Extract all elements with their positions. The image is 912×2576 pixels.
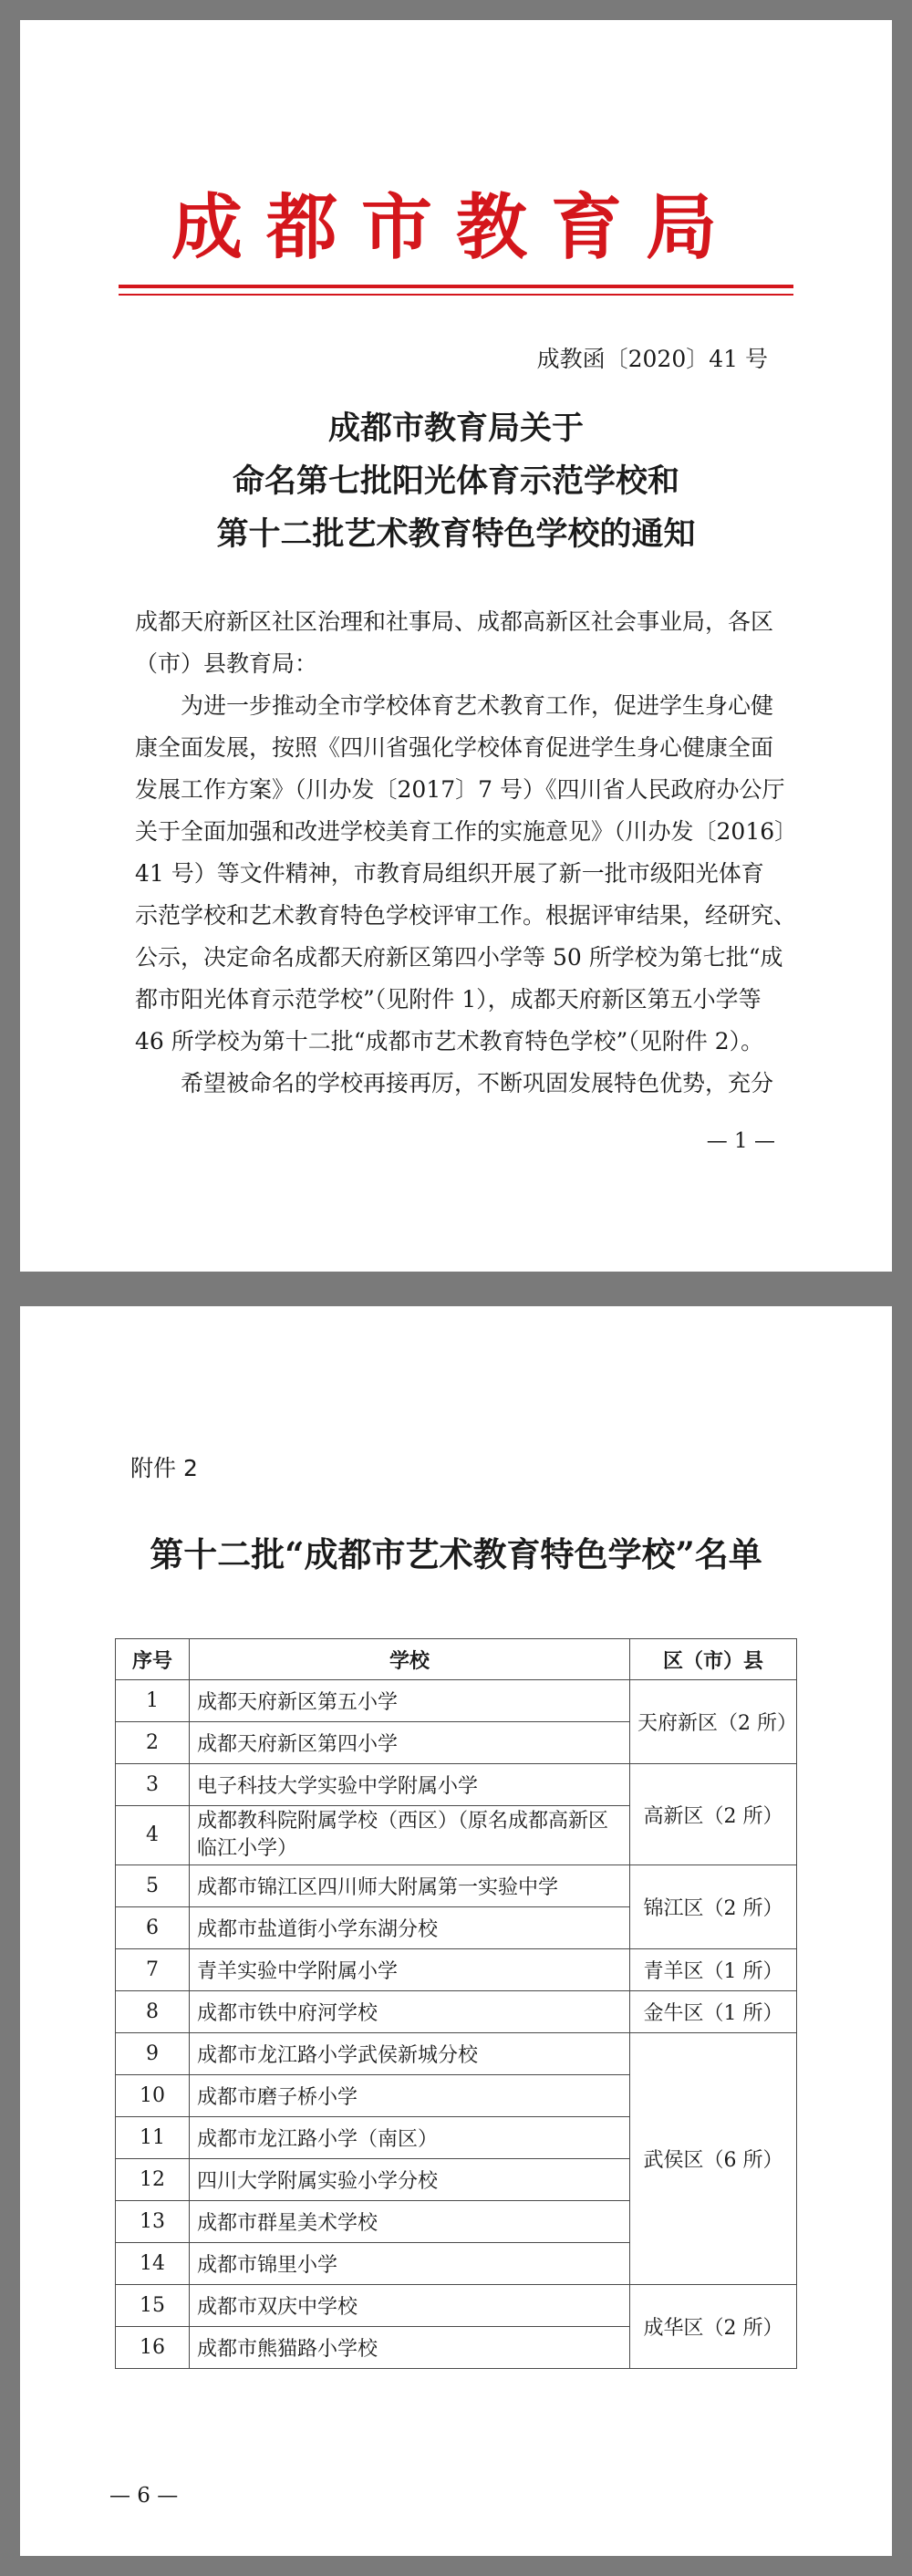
notice-title-line-2: 命名第七批阳光体育示范学校和 — [232, 462, 679, 500]
school-name: 成都市熊猫路小学校 — [190, 2327, 630, 2369]
school-name: 电子科技大学实验中学附属小学 — [190, 1764, 630, 1806]
table-row — [116, 1764, 797, 1806]
body-text-line: （市）县教育局： — [135, 650, 318, 677]
row-number: 6 — [116, 1907, 190, 1949]
row-number: 1 — [116, 1680, 190, 1722]
body-text-line: 41 号）等文件精神，市教育局组织开展了新一批市级阳光体育 — [135, 860, 764, 887]
school-name: 成都市龙江路小学武侯新城分校 — [190, 2033, 630, 2075]
document-page-2 — [20, 1306, 892, 2556]
table-row — [116, 1949, 797, 1991]
row-number: 14 — [116, 2243, 190, 2285]
district-cell: 青羊区（1 所） — [630, 1949, 797, 1991]
row-number: 10 — [116, 2075, 190, 2117]
school-name: 成都市锦里小学 — [190, 2243, 630, 2285]
school-name-line-2: 临江小学） — [197, 1837, 298, 1860]
notice-title-line-3: 第十二批艺术教育特色学校的通知 — [216, 515, 696, 553]
header-school: 学校 — [190, 1639, 630, 1680]
header-number: 序号 — [116, 1639, 190, 1680]
attachment-label: 附件 2 — [130, 1455, 198, 1481]
district-cell: 锦江区（2 所） — [630, 1865, 797, 1949]
page-number: — 6 — — [109, 2484, 179, 2508]
row-number: 5 — [116, 1865, 190, 1907]
body-text-line: 为进一步推动全市学校体育艺术教育工作，促进学生身心健 — [181, 692, 774, 719]
body-text-line: 成都天府新区社区治理和社事局、成都高新区社会事业局，各区 — [135, 608, 774, 635]
district-cell: 天府新区（2 所） — [630, 1680, 797, 1764]
document-page-1 — [20, 20, 892, 1272]
row-number: 3 — [116, 1764, 190, 1806]
table-row — [116, 2033, 797, 2075]
body-text-line: 示范学校和艺术教育特色学校评审工作。根据评审结果，经研究、 — [135, 902, 797, 929]
row-number: 13 — [116, 2201, 190, 2243]
list-title: 第十二批“成都市艺术教育特色学校”名单 — [150, 1534, 762, 1574]
body-text-line: 46 所学校为第十二批“成都市艺术教育特色学校”（见附件 2）。 — [135, 1028, 764, 1054]
school-name: 青羊实验中学附属小学 — [190, 1949, 630, 1991]
school-name — [190, 1806, 630, 1865]
table-row — [116, 1865, 797, 1907]
body-text-line: 关于全面加强和改进学校美育工作的实施意见》（川办发〔2016〕 — [135, 818, 798, 845]
row-number: 9 — [116, 2033, 190, 2075]
red-rule-thin — [119, 294, 793, 296]
district-cell: 成华区（2 所） — [630, 2285, 797, 2369]
school-name: 成都市双庆中学校 — [190, 2285, 630, 2327]
page-number: — 1 — — [706, 1129, 775, 1153]
school-name: 成都市磨子桥小学 — [190, 2075, 630, 2117]
school-name: 成都市锦江区四川师大附属第一实验中学 — [190, 1865, 630, 1907]
table-header-row — [116, 1639, 797, 1680]
row-number: 8 — [116, 1991, 190, 2033]
district-cell: 武侯区（6 所） — [630, 2033, 797, 2285]
row-number: 16 — [116, 2327, 190, 2369]
table-row — [116, 1680, 797, 1722]
school-name: 成都市龙江路小学（南区） — [190, 2117, 630, 2159]
row-number: 12 — [116, 2159, 190, 2201]
header-district: 区（市）县 — [630, 1639, 797, 1680]
table-row — [116, 2285, 797, 2327]
notice-title-line-1: 成都市教育局关于 — [327, 410, 584, 447]
body-text-line: 发展工作方案》（川办发〔2017〕7 号）《四川省人民政府办公厅 — [135, 776, 785, 803]
school-name-line-1: 成都教科院附属学校（西区）（原名成都高新区 — [197, 1810, 609, 1833]
district-cell: 高新区（2 所） — [630, 1764, 797, 1865]
body-text-line: 公示，决定命名成都天府新区第四小学等 50 所学校为第七批“成 — [135, 944, 783, 971]
row-number: 7 — [116, 1949, 190, 1991]
school-name: 成都天府新区第四小学 — [190, 1722, 630, 1764]
school-name: 成都市群星美术学校 — [190, 2201, 630, 2243]
body-text-line: 康全面发展，按照《四川省强化学校体育促进学生身心健康全面 — [135, 734, 774, 761]
issuer-header: 成都市教育局 — [171, 186, 741, 269]
body-text-line: 希望被命名的学校再接再厉，不断巩固发展特色优势，充分 — [181, 1070, 774, 1096]
school-name: 成都市盐道街小学东湖分校 — [190, 1907, 630, 1949]
row-number: 11 — [116, 2117, 190, 2159]
row-number: 4 — [116, 1806, 190, 1865]
district-cell: 金牛区（1 所） — [630, 1991, 797, 2033]
red-rule-thick — [119, 285, 793, 288]
school-name: 成都市铁中府河学校 — [190, 1991, 630, 2033]
body-text-line: 都市阳光体育示范学校”（见附件 1），成都天府新区第五小学等 — [135, 986, 762, 1013]
row-number: 2 — [116, 1722, 190, 1764]
school-list-table — [115, 1638, 797, 2369]
row-number: 15 — [116, 2285, 190, 2327]
document-number: 成教函〔2020〕41 号 — [536, 346, 768, 372]
table-row — [116, 1991, 797, 2033]
school-name: 四川大学附属实验小学分校 — [190, 2159, 630, 2201]
school-name: 成都天府新区第五小学 — [190, 1680, 630, 1722]
